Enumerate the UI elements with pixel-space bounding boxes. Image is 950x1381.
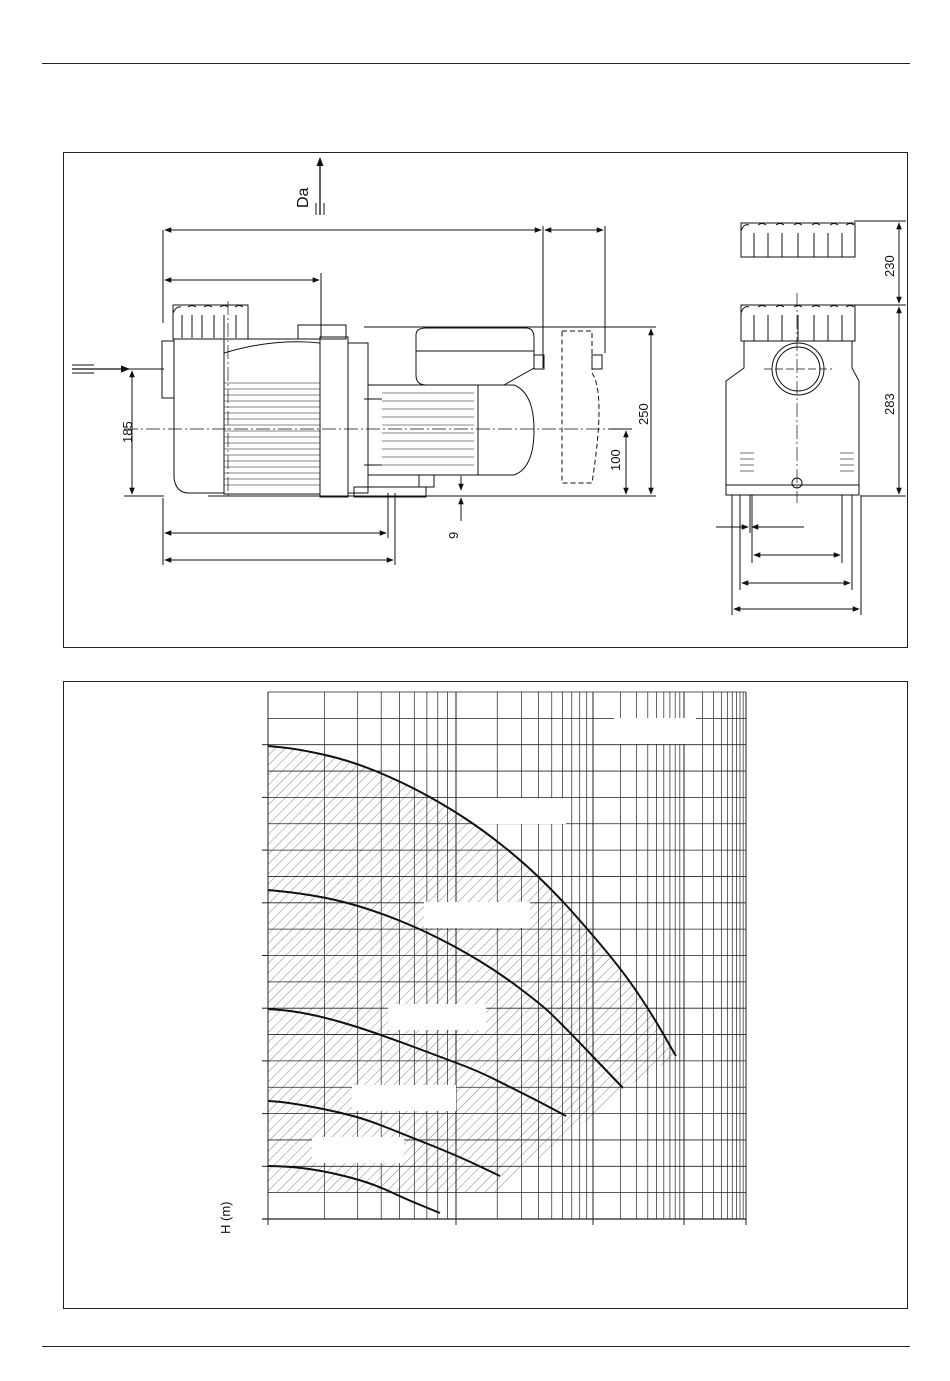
dimension-drawing	[64, 153, 909, 649]
dim-283-label: 283	[882, 393, 897, 415]
curve-label-box	[352, 1085, 456, 1111]
curve-label-box	[424, 902, 530, 928]
pump-side-view	[124, 301, 609, 498]
hatched-operating-area	[268, 746, 676, 1192]
performance-chart	[64, 682, 909, 1310]
dim-9-label: 9	[446, 531, 461, 539]
dim-100-label: 100	[608, 449, 623, 471]
da-label: Da	[295, 187, 312, 208]
top-dimension-lines	[163, 226, 605, 368]
y-axis-label: H (m)	[218, 1201, 233, 1234]
top-rule	[42, 63, 910, 64]
inlet-direction-arrow	[72, 365, 129, 373]
curve-label-box	[312, 1137, 404, 1163]
dim-185-label: 185	[120, 421, 135, 443]
curve-label-box	[614, 718, 696, 744]
dim-250-label: 250	[636, 403, 651, 425]
outlet-direction-arrow	[316, 158, 324, 215]
curve-label-box	[474, 798, 566, 824]
pump-end-view	[716, 221, 906, 615]
curve-label-box	[388, 1004, 486, 1030]
bottom-rule	[42, 1346, 910, 1347]
bottom-dimension-lines	[163, 493, 395, 565]
dimension-drawing-panel	[63, 152, 908, 648]
dim-230-label: 230	[882, 255, 897, 277]
operating-range-hatch	[268, 746, 676, 1192]
performance-chart-panel	[63, 681, 908, 1309]
